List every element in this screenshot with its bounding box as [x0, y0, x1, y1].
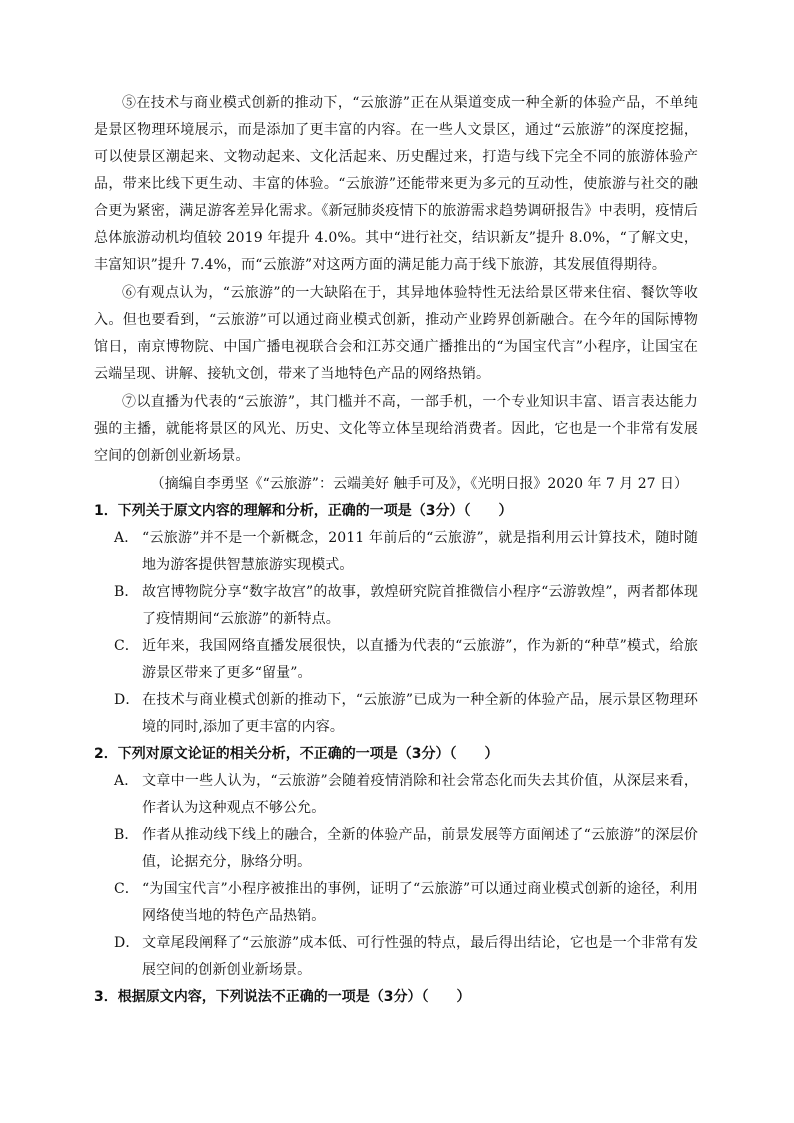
option-letter: B． — [114, 827, 139, 843]
option-b[interactable] — [94, 822, 698, 876]
question-stem: 3．根据原文内容，下列说法不正确的一项是（3分）（ ） — [94, 989, 471, 1005]
option-d[interactable] — [94, 930, 698, 984]
option-c[interactable] — [94, 633, 698, 687]
option-text: 文章中一些人认为，“云旅游”会随着疫情消除和社会常态化而失去其价值，从深层来看，作者认为这种观点不够公允。 — [142, 773, 698, 816]
option-letter: D． — [114, 692, 140, 708]
option-d[interactable] — [94, 687, 698, 741]
question-3 — [94, 984, 698, 1011]
question-2 — [94, 741, 698, 984]
option-text: 作者从推动线下线上的融合，全新的体验产品，前景发展等方面阐述了“云旅游”的深层价值，论据充分，脉络分明。 — [142, 827, 698, 870]
question-1 — [94, 498, 698, 741]
article-body — [94, 90, 698, 498]
option-text: 文章尾段阐释了“云旅游”成本低、可行性强的特点，最后得出结论，它也是一个非常有发展空间的创新创业新场景。 — [142, 935, 698, 978]
article-paragraph-5: ⑤在技术与商业模式创新的推动下，“云旅游”正在从渠道变成一种全新的体验产品，不单纯是景区物理环境展示，而是添加了更丰富的内容。在一些人文景区，通过“云旅游”的深度挖掘，可以使景区潮起来、文物动起来、文化活起来、历史醒过来，打造与线下完全不同的旅游体验产品，带来比线下更生动、丰富的体验。“云旅游”还能带来更为多元的互动性，使旅游与社交的融合更为紧密，满足游客差异化需求。《新冠肺炎疫情下的旅游需求趋势调研报告》中表明，疫情后总体旅游动机均值较 2019 年提升 4.0%。其中“进行社交，结识新友”提升 8.0%，“了解文史，丰富知识”提升 7.4%，而“云旅游”对这两方面的满足能力高于线下旅游，其发展值得期待。 — [94, 95, 698, 273]
option-text: 在技术与商业模式创新的推动下，“云旅游”已成为一种全新的体验产品，展示景区物理环境的同时,添加了更丰富的内容。 — [142, 692, 698, 735]
option-b[interactable] — [94, 579, 698, 633]
option-letter: A． — [114, 773, 139, 789]
option-a[interactable] — [94, 768, 698, 822]
article-paragraph-6: ⑥有观点认为，“云旅游”的一大缺陷在于，其异地体验特性无法给景区带来住宿、餐饮等收入。但也要看到，“云旅游”可以通过商业模式创新，推动产业跨界创新融合。在今年的国际博物馆日，南京博物院、中国广播电视联合会和江苏交通广播推出的“为国宝代言”小程序，让国宝在云端呈现、讲解、接轨文创，带来了当地特色产品的网络热销。 — [94, 285, 698, 382]
option-letter: D． — [114, 935, 140, 951]
option-text: “云旅游”并不是一个新概念，2011 年前后的“云旅游”，就是指利用云计算技术，随时随地为游客提供智慧旅游实现模式。 — [142, 530, 698, 573]
question-stem: 2．下列对原文论证的相关分析，不正确的一项是（3分）（ ） — [94, 746, 499, 762]
option-letter: A． — [114, 530, 139, 546]
option-list — [94, 768, 698, 984]
question-stem: 1．下列关于原文内容的理解和分析，正确的一项是（3分）（ ） — [94, 503, 513, 519]
option-c[interactable] — [94, 876, 698, 930]
option-a[interactable] — [94, 525, 698, 579]
article-paragraph-7: ⑦以直播为代表的“云旅游”，其门槛并不高，一部手机，一个专业知识丰富、语言表达能力强的主播，就能将景区的风光、历史、文化等立体呈现给消费者。因此，它也是一个非常有发展空间的创新创业新场景。 — [94, 394, 698, 464]
option-letter: B． — [114, 584, 139, 600]
article-source-citation: （摘编自李勇坚《“云旅游”：云端美好 触手可及》，《光明日报》2020 年 7 月 27 日） — [150, 476, 688, 492]
option-letter: C． — [114, 638, 139, 654]
option-list — [94, 525, 698, 741]
option-text: 故宫博物院分享“数字故宫”的故事，敦煌研究院首推微信小程序“云游敦煌”，两者都体现了疫情期间“云旅游”的新特点。 — [142, 584, 698, 627]
option-letter: C． — [114, 881, 139, 897]
option-text: “为国宝代言”小程序被推出的事例，证明了“云旅游”可以通过商业模式创新的途径，利用网络使当地的特色产品热销。 — [142, 881, 698, 924]
option-text: 近年来，我国网络直播发展很快，以直播为代表的“云旅游”，作为新的“种草”模式，给旅游景区带来了更多“留量”。 — [142, 638, 698, 681]
